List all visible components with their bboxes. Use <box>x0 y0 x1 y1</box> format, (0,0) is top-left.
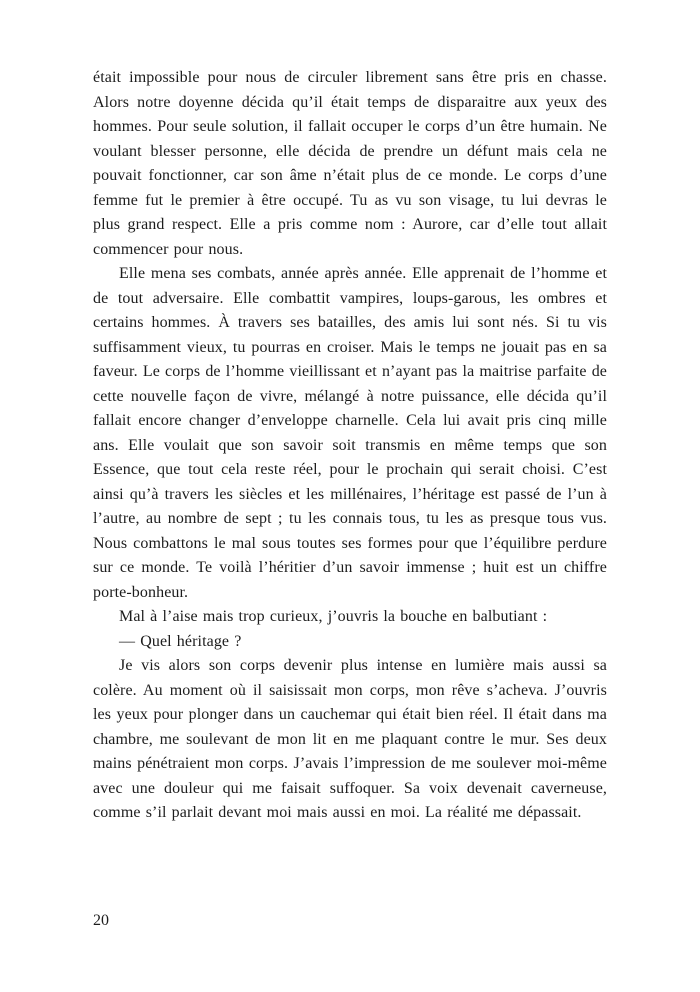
paragraph: Je vis alors son corps devenir plus intense en lumière mais aussi sa colère. Au moment où il saisissait mon corps, mon rêve s’acheva. J’ouvris les yeux pour plonger dans un cauchemar qui était bien réel. Il était dans ma chambre, me soulevant de mon lit en me plaquant contre le mur. Ses deux mains pénétraient mon corps. J’avais l’impression de me soulever moi-même avec une douleur qui me faisait suffoquer. Sa voix devenait caverneuse, comme s’il parlait devant moi mais aussi en moi. La réalité me dépassait. <box>93 657 607 821</box>
paragraph: Elle mena ses combats, année après année. Elle apprenait de l’homme et de tout adversaire. Elle combattit vampires, loups-garous, les ombres et certains hommes. À travers ses batailles, des amis lui sont nés. Si tu vis suffisamment vieux, tu pourras en croiser. Mais le temps ne jouait pas en sa faveur. Le corps de l’homme vieillissant et n’ayant pas la maitrise parfaite de cette nouvelle façon de vivre, mélangé à notre puissance, elle décida qu’il fallait encore changer d’enveloppe charnelle. Cela lui avait pris cinq mille ans. Elle voulait que son savoir soit transmis en même temps que son Essence, que tout cela reste réel, pour le prochain qui serait choisi. C’est ainsi qu’à travers les siècles et les millénaires, l’héritage est passé de l’un à l’autre, au nombre de sept ; tu les connais tous, tu les as presque tous vus. Nous combattons le mal sous toutes ses formes pour que l’équilibre perdure sur ce monde. Te voilà l’héritier d’un savoir immense ; huit est un chiffre porte-bonheur. <box>93 265 607 601</box>
page-number: 20 <box>93 912 109 929</box>
paragraph-continuation: était impossible pour nous de circuler librement sans être pris en chasse. Alors notre doyenne décida qu’il était temps de disparaitre aux yeux des hommes. Pour seule solution, il fallait occuper le corps d’un être humain. Ne voulant blesser personne, elle décida de prendre un défunt mais cela ne pouvait fonctionner, car son âme n’était plus de ce monde. Le corps d’une femme fut le premier à être occupé. Tu as vu son visage, tu lui devras le plus grand respect. Elle a pris comme nom : Aurore, car d’elle tout allait commencer pour nous. <box>93 69 607 258</box>
paragraph: Mal à l’aise mais trop curieux, j’ouvris la bouche en balbutiant : <box>119 608 548 625</box>
book-page-text <box>93 66 607 826</box>
paragraph-dialogue: — Quel héritage ? <box>119 632 242 650</box>
